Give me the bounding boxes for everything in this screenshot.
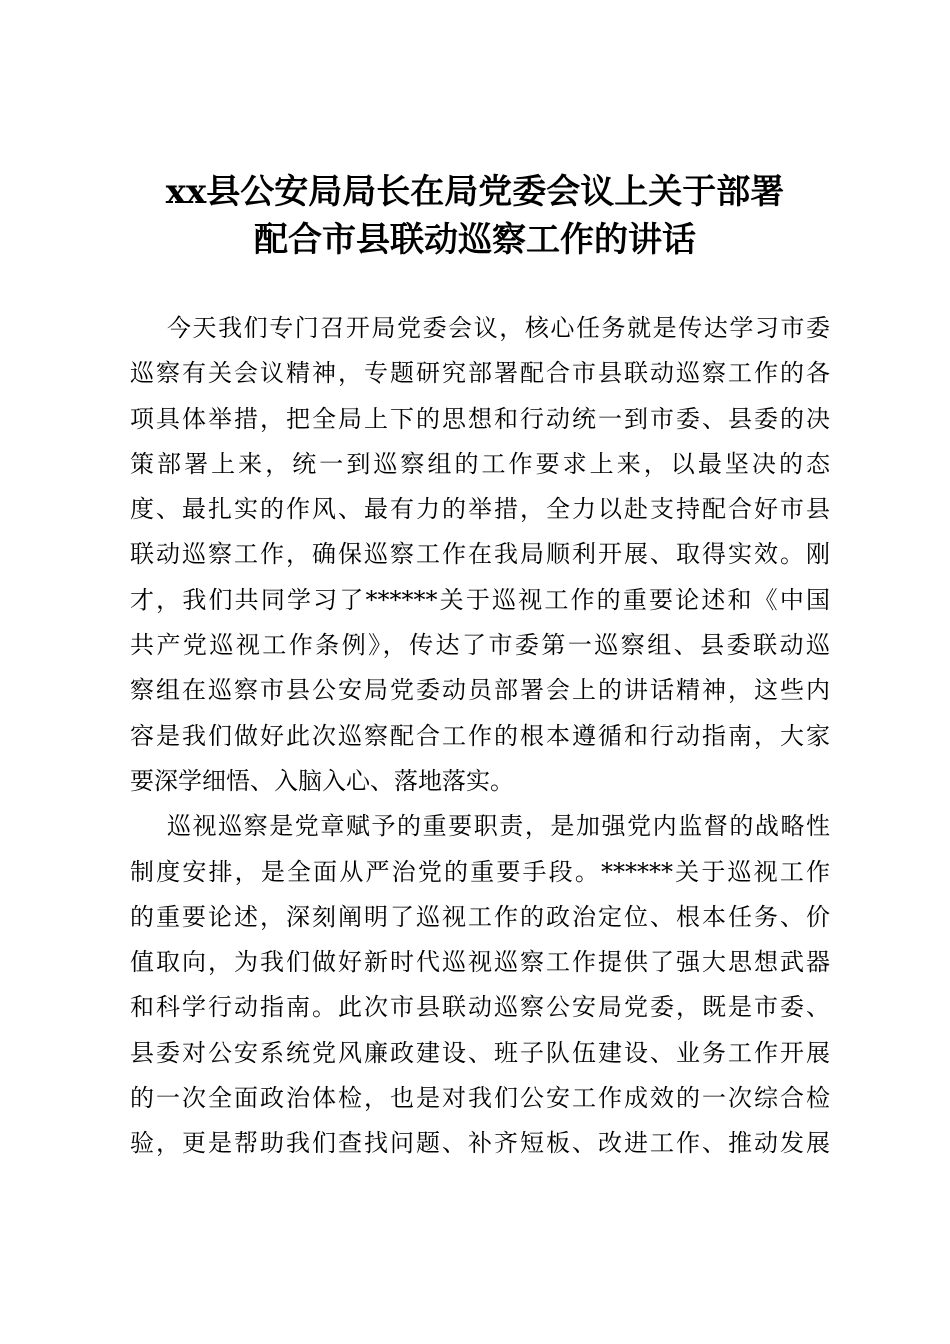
paragraph-2 <box>130 804 830 1166</box>
text-line: 值取向，为我们做好新时代巡视巡察工作提供了强大思想武器 <box>130 948 830 977</box>
text-line: 县委对公安系统党风廉政建设、班子队伍建设、业务工作开展 <box>130 1038 830 1067</box>
text-line: 项具体举措，把全局上下的思想和行动统一到市委、县委的决 <box>130 404 830 433</box>
text-line: 容是我们做好此次巡察配合工作的根本遵循和行动指南，大家 <box>130 721 830 750</box>
text-line: 的一次全面政治体检，也是对我们公安工作成效的一次综合检 <box>130 1084 830 1113</box>
text-line: 制度安排，是全面从严治党的重要手段。******关于巡视工作 <box>130 857 830 886</box>
text-line: 度、最扎实的作风、最有力的举措，全力以赴支持配合好市县 <box>130 495 830 524</box>
text-line: 的重要论述，深刻阐明了巡视工作的政治定位、根本任务、价 <box>130 902 830 931</box>
text-line: 巡察有关会议精神，专题研究部署配合市县联动巡察工作的各 <box>130 359 830 388</box>
title-line-2: 配合市县联动巡察工作的讲话 <box>254 220 696 260</box>
document-title <box>120 168 830 264</box>
text-line: 共产党巡视工作条例》，传达了市委第一巡察组、县委联动巡 <box>130 631 830 660</box>
text-line: 察组在巡察市县公安局党委动员部署会上的讲话精神，这些内 <box>130 676 830 705</box>
paragraph-1 <box>130 306 830 804</box>
text-line: 才，我们共同学习了******关于巡视工作的重要论述和《中国 <box>130 585 830 614</box>
text-line: 和科学行动指南。此次市县联动巡察公安局党委，既是市委、 <box>130 993 830 1022</box>
document-body <box>130 306 830 1167</box>
text-line: 联动巡察工作，确保巡察工作在我局顺利开展、取得实效。刚 <box>130 540 830 569</box>
text-line: 验，更是帮助我们查找问题、补齐短板、改进工作、推动发展 <box>130 1129 830 1158</box>
text-line: 要深学细悟、入脑入心、落地落实。 <box>130 766 514 795</box>
title-line-1: xx县公安局局长在局党委会议上关于部署 <box>165 172 785 212</box>
text-line: 巡视巡察是党章赋予的重要职责，是加强党内监督的战略性 <box>167 812 830 841</box>
text-line: 今天我们专门召开局党委会议，核心任务就是传达学习市委 <box>167 314 830 342</box>
text-line: 策部署上来，统一到巡察组的工作要求上来，以最坚决的态 <box>130 449 830 478</box>
